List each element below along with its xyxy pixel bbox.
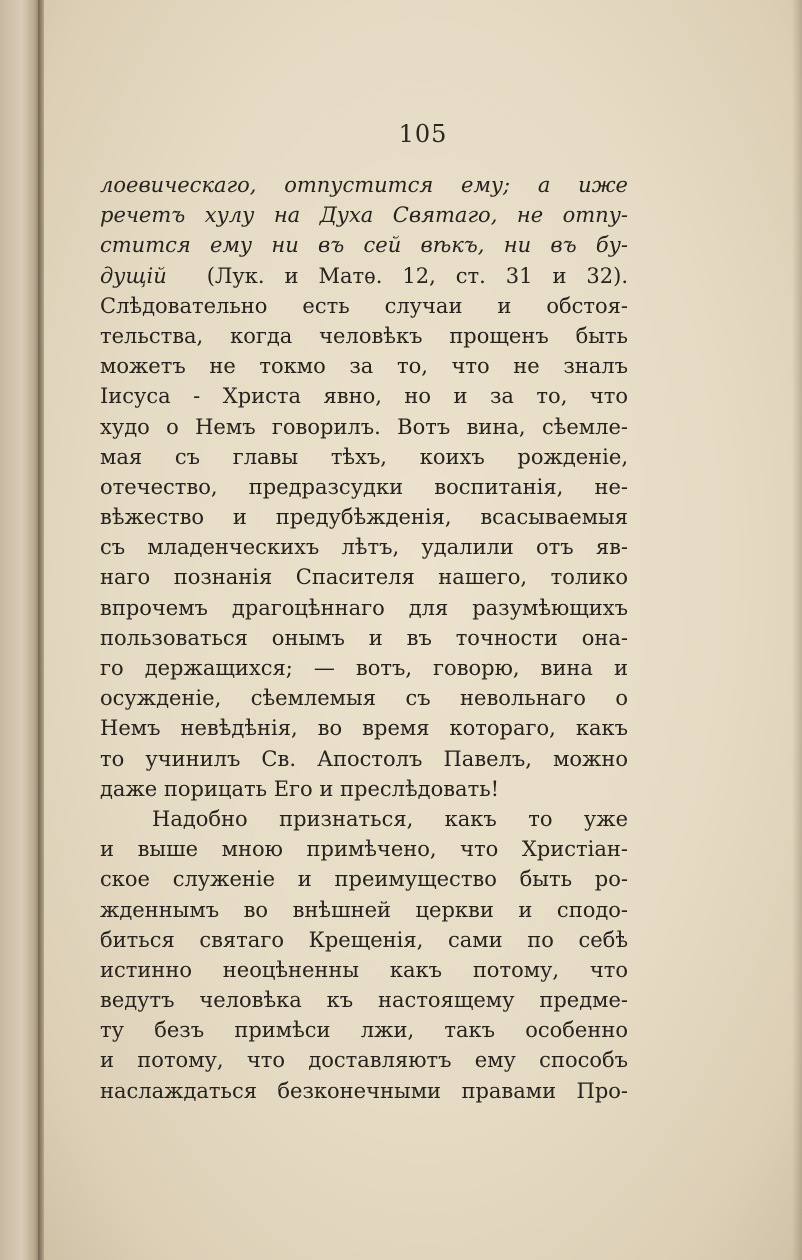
scripture-reference: (Лук. и Матѳ. 12, ст. 31 и 32). [206,263,628,288]
page-number: 105 [398,120,448,148]
text-line: Слѣдовательно есть случаи и обстоя- [100,293,628,318]
text-line: съ младенческихъ лѣтъ, удалили отъ яв- [100,535,628,560]
text-line: Надобно признаться, какъ то уже [152,806,628,831]
book-page [44,0,802,1260]
text-line: тельства, когда человѣкъ прощенъ быть [100,323,628,348]
text-line: ское служенiе и преимущество быть ро- [100,867,628,892]
text-line: Немъ невѣдѣнiя, во время котораго, какъ [100,716,628,741]
text-line: худо о Немъ говорилъ. Вотъ вина, сѣемле- [100,414,628,439]
body-text [100,170,628,1106]
text-line: и выше мною примѣчено, что Христiан- [100,837,628,862]
text-line: пользоваться онымъ и въ точности она- [100,625,628,650]
text-line: то учинилъ Св. Апостолъ Павелъ, можно [100,746,628,771]
text-line: наго познанiя Спасителя нашего, толико [100,565,628,590]
text-line: го держащихся; — вотъ, говорю, вина и [100,656,628,680]
text-line: речетъ хулу на Духа Святаго, не отпу- [100,203,628,228]
text-line: истинно неоцѣненны какъ потому, что [100,957,628,982]
text-line: даже порицать Его и преслѣдовать! [100,776,500,801]
text-line: лоевическаго, отпустится ему; а иже [100,173,628,197]
text-line [100,261,628,291]
text-line-italic-part: дущiй [100,263,167,288]
text-line: стится ему ни въ сей вѣкъ, ни въ бу- [100,233,628,258]
text-line: ведутъ человѣка къ настоящему предме- [100,988,628,1013]
text-line: отечество, предразсудки воспитанiя, не- [100,474,628,499]
text-line: биться святаго Крещенiя, сами по себѣ [100,927,628,952]
left-page-edge [0,0,40,1260]
text-line: вѣжество и предубѣжденiя, всасываемыя [100,505,628,530]
text-line: впрочемъ драгоцѣннаго для разумѣющихъ [100,595,628,620]
text-line: осужденiе, сѣемлемыя съ невольнаго о [100,686,628,711]
text-line: мая съ главы тѣхъ, коихъ рожденiе, [100,444,628,469]
text-line: можетъ не токмо за то, что не зналъ [100,354,628,379]
text-line: жденнымъ во внѣшней церкви и сподо- [100,897,628,922]
text-line: наслаждаться безконечными правами Про- [100,1078,628,1103]
text-line: Iисуса - Христа явно, но и за то, что [100,384,628,409]
text-line: ту безъ примѣси лжи, такъ особенно [100,1018,628,1043]
page-edge-shadow [792,0,802,1260]
text-line: и потому, что доставляютъ ему способъ [100,1048,628,1073]
